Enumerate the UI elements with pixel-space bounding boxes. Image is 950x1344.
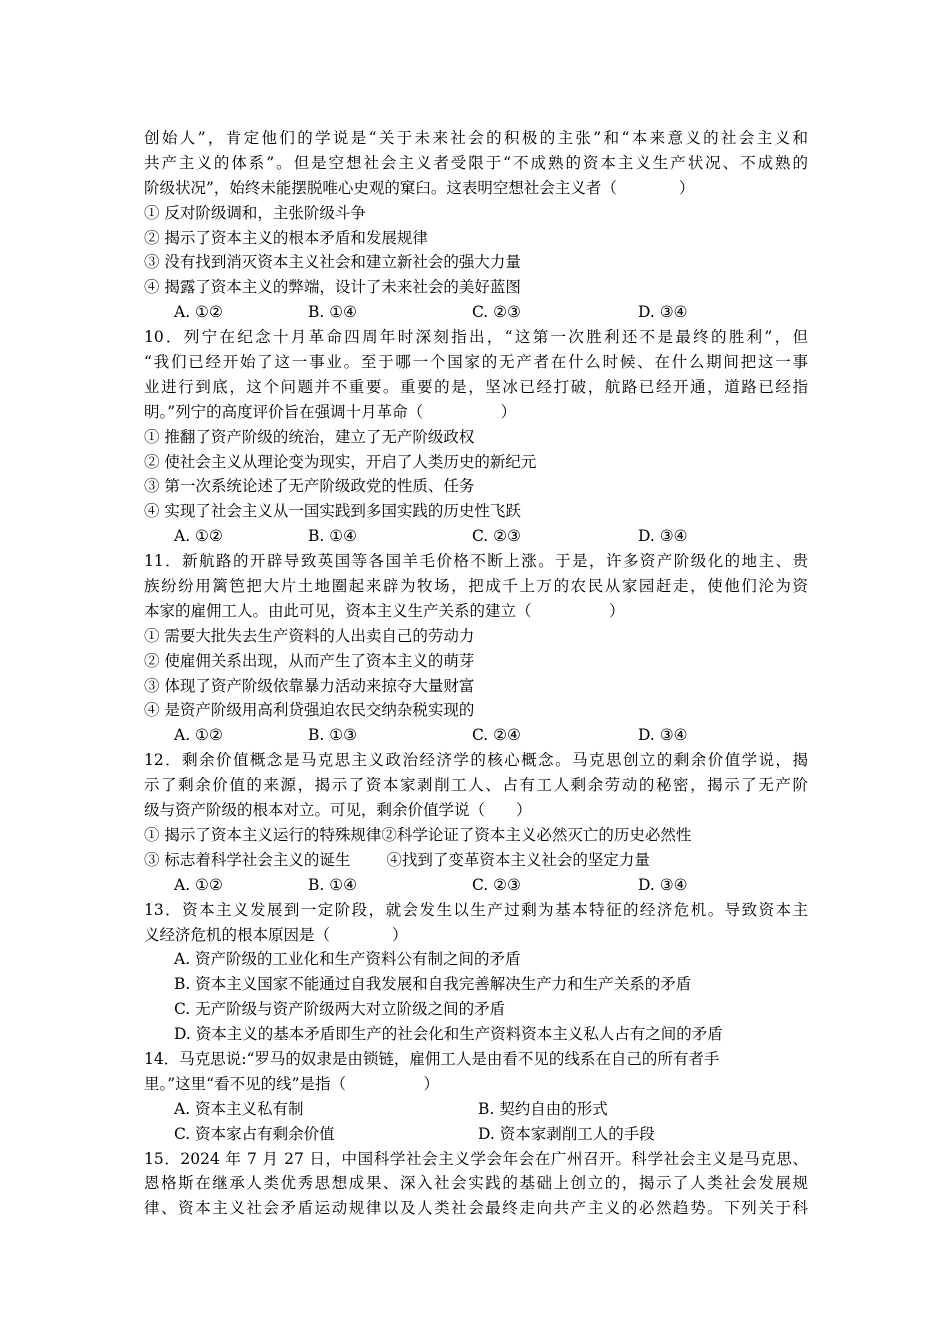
answer-options-row xyxy=(144,1097,808,1122)
text-line: ③ 标志着科学社会主义的诞生 ④找到了变革资本主义社会的坚定力量 xyxy=(144,850,650,869)
answer-option-line: C. 无产阶级与资产阶级两大对立阶级之间的矛盾 xyxy=(174,1000,506,1019)
text-line: 15．2024 年 7 月 27 日，中国科学社会主义学会年会在广州召开。科学社会主义是马克思、 xyxy=(144,1149,808,1168)
document-page xyxy=(144,126,808,1221)
text-line: 义经济危机的根本原因是（ ） xyxy=(144,925,408,944)
text-line: 创始人”，肯定他们的学说是“关于未来社会的积极的主张”和“本来意义的社会主义和 xyxy=(144,129,808,147)
text-line: 共产主义的体系”。但是空想社会主义者受限于“不成熟的资本主义生产状况、不成熟的 xyxy=(144,153,808,172)
answer-option: B. ①④ xyxy=(308,875,358,894)
text-line: ① 揭示了资本主义运行的特殊规律②科学论证了资本主义必然灭亡的历史必然性 xyxy=(144,825,692,844)
text-line: 12．剩余价值概念是马克思主义政治经济学的核心概念。马克思创立的剩余价值学说，揭 xyxy=(144,751,808,770)
text-line: 业进行到底，这个问题并不重要。重要的是，坚冰已经打破，航路已经开通，道路已经指 xyxy=(144,377,808,396)
answer-option: C. 资本家占有剩余价值 xyxy=(174,1124,335,1143)
answer-option: B. ①③ xyxy=(308,726,358,745)
answer-option-line: D. 资本主义的基本矛盾即生产的社会化和生产资料资本主义私人占有之间的矛盾 xyxy=(174,1025,723,1044)
text-line: 本家的雇佣工人。由此可见，资本主义生产关系的建立（ ） xyxy=(144,601,625,620)
text-line: ② 使雇佣关系出现，从而产生了资本主义的萌芽 xyxy=(144,651,475,670)
answer-options-row xyxy=(144,300,808,325)
text-line: 明。”列宁的高度评价旨在强调十月革命（ ） xyxy=(144,402,517,421)
text-line: 10．列宁在纪念十月革命四周年时深刻指出，“这第一次胜利还不是最终的胜利”，但 xyxy=(144,328,808,347)
answer-option: C. ②③ xyxy=(472,527,521,546)
answer-option: D. ③④ xyxy=(638,527,688,546)
answer-option: A. ①② xyxy=(174,875,223,894)
answer-option: C. ②③ xyxy=(472,875,521,894)
text-line: 级与资产阶级的根本对立。可见，剩余价值学说（ ） xyxy=(144,801,532,820)
text-line: 阶级状况”，始终未能摆脱唯心史观的窠臼。这表明空想社会主义者（ ） xyxy=(144,178,695,197)
answer-option: B. ①④ xyxy=(308,303,358,322)
text-line: 11．新航路的开辟导致英国等各国羊毛价格不断上涨。于是，许多资产阶级化的地主、贵 xyxy=(144,552,808,571)
text-line: 里。”这里“看不见的线”是指（ ） xyxy=(144,1074,440,1093)
text-line: 14．马克思说:“罗马的奴隶是由锁链，雇佣工人是由看不见的线系在自己的所有者手 xyxy=(144,1049,720,1068)
answer-option: B. 契约自由的形式 xyxy=(478,1099,608,1118)
answer-option: A. 资本主义私有制 xyxy=(174,1099,304,1118)
answer-option: C. ②④ xyxy=(472,726,521,745)
answer-option: A. ①② xyxy=(174,726,223,745)
text-line: ① 推翻了资产阶级的统治，建立了无产阶级政权 xyxy=(144,427,475,446)
text-line: ③ 没有找到消灭资本主义社会和建立新社会的强大力量 xyxy=(144,253,521,272)
text-line: ② 揭示了资本主义的根本矛盾和发展规律 xyxy=(144,228,428,247)
answer-options-row xyxy=(144,1122,808,1147)
answer-option: D. 资本家剥削工人的手段 xyxy=(478,1124,655,1143)
answer-option: A. ①② xyxy=(174,527,223,546)
answer-option: B. ①④ xyxy=(308,527,358,546)
text-line: 律、资本主义社会矛盾运动规律以及人类社会最终走向共产主义的必然趋势。下列关于科 xyxy=(144,1199,808,1218)
text-line: ① 需要大批失去生产资料的人出卖自己的劳动力 xyxy=(144,626,475,645)
text-line: 示了剩余价值的来源，揭示了资本家剥削工人、占有工人剩余劳动的秘密，揭示了无产阶 xyxy=(144,776,808,795)
text-line: ① 反对阶级调和，主张阶级斗争 xyxy=(144,203,366,222)
text-line: ② 使社会主义从理论变为现实，开启了人类历史的新纪元 xyxy=(144,452,537,471)
answer-option: D. ③④ xyxy=(638,726,688,745)
text-line: ③ 体现了资产阶级依靠暴力活动来掠夺大量财富 xyxy=(144,676,475,695)
answer-options-row xyxy=(144,723,808,748)
answer-option: D. ③④ xyxy=(638,875,688,894)
text-line: ④ 实现了社会主义从一国实践到多国实践的历史性飞跃 xyxy=(144,502,521,521)
answer-option-line: B. 资本主义国家不能通过自我发展和自我完善解决生产力和生产关系的矛盾 xyxy=(174,975,692,994)
text-line: “我们已经开始了这一事业。至于哪一个国家的无产者在什么时候、在什么期间把这一事 xyxy=(144,353,808,372)
text-line: 恩格斯在继承人类优秀思想成果、深入社会实践的基础上创立的，揭示了人类社会发展规 xyxy=(144,1174,808,1193)
answer-option: A. ①② xyxy=(174,303,223,322)
text-line: 族纷纷用篱笆把大片土地圈起来辟为牧场，把成千上万的农民从家园赶走，使他们沦为资 xyxy=(144,577,808,596)
answer-option: C. ②③ xyxy=(472,303,521,322)
text-line: 13．资本主义发展到一定阶段，就会发生以生产过剩为基本特征的经济危机。导致资本主 xyxy=(144,900,808,919)
answer-option-line: A. 资产阶级的工业化和生产资料公有制之间的矛盾 xyxy=(174,950,521,969)
answer-option: D. ③④ xyxy=(638,303,688,322)
answer-options-row xyxy=(144,873,808,898)
text-line: ④ 揭露了资本主义的弊端，设计了未来社会的美好蓝图 xyxy=(144,278,521,297)
text-line: ④ 是资产阶级用高利贷强迫农民交纳杂税实现的 xyxy=(144,701,475,720)
answer-options-row xyxy=(144,524,808,549)
text-line: ③ 第一次系统论述了无产阶级政党的性质、任务 xyxy=(144,477,475,496)
